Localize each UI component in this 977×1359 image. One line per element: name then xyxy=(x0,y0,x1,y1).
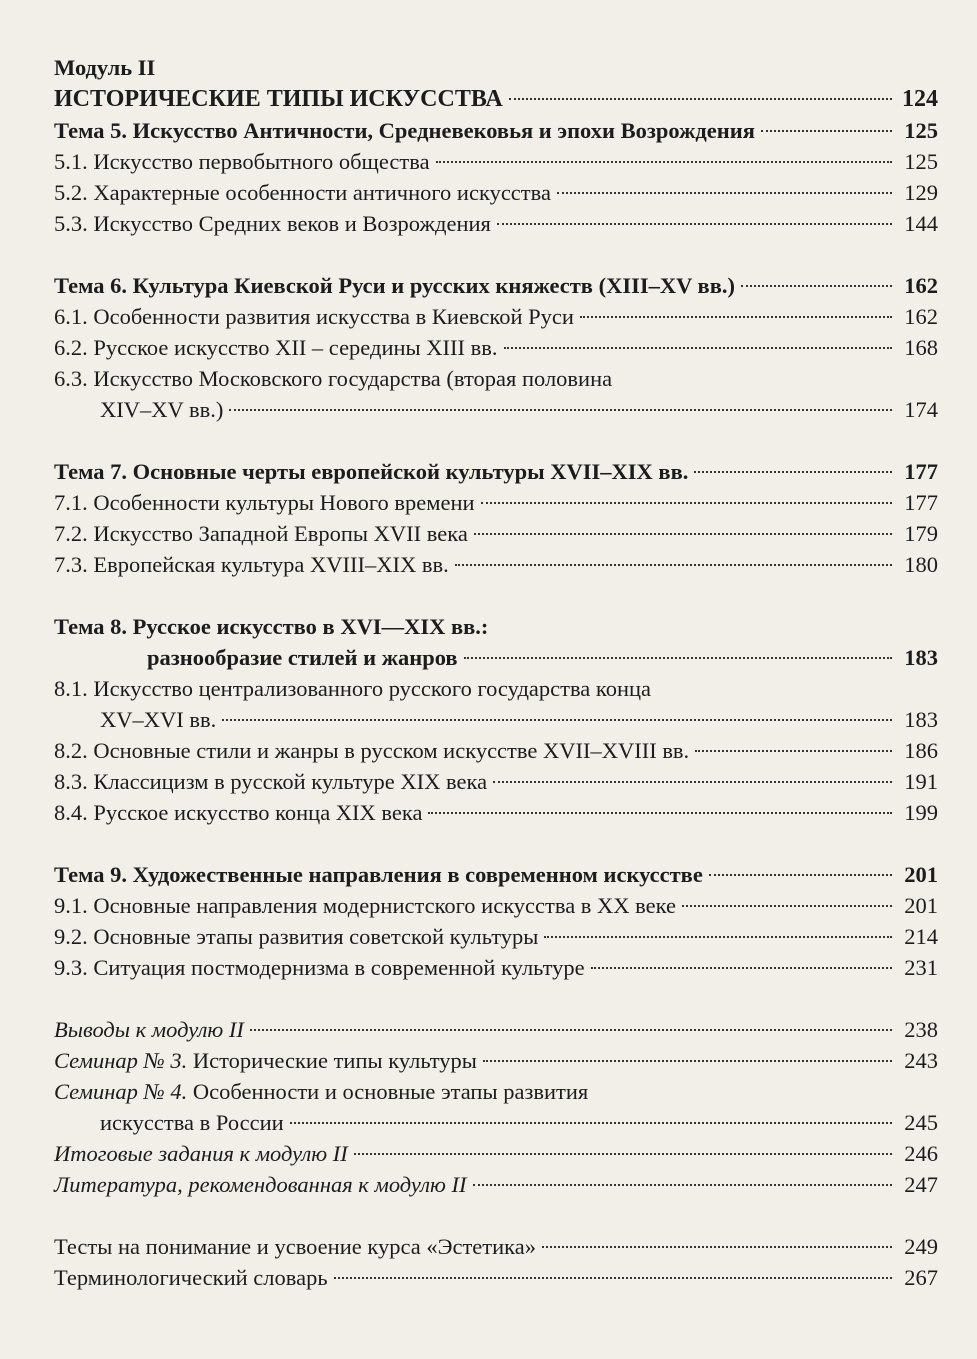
leader-dots xyxy=(474,533,892,535)
leader-dots xyxy=(493,781,892,783)
leader-dots xyxy=(428,812,892,814)
page-number: 238 xyxy=(904,1017,938,1042)
toc-entry xyxy=(54,332,938,363)
page-number: 162 xyxy=(904,304,938,329)
toc-entry-seminar xyxy=(54,1045,938,1076)
entry-title: Особенности и основные этапы развития xyxy=(187,1079,589,1104)
page-number: 245 xyxy=(904,1110,938,1135)
leader-dots xyxy=(464,657,892,659)
page-number: 199 xyxy=(904,800,938,825)
spacer xyxy=(54,580,938,611)
spacer xyxy=(54,1200,938,1231)
leader-dots xyxy=(694,471,892,473)
table-of-contents xyxy=(54,52,938,1293)
leader-dots xyxy=(557,192,892,194)
toc-entry-tests xyxy=(54,1231,938,1262)
entry-title: 6.1. Особенности развития искусства в Киевской Руси xyxy=(54,304,574,329)
spacer xyxy=(54,425,938,456)
page-number: 267 xyxy=(904,1265,938,1290)
toc-entry xyxy=(54,549,938,580)
page-number: 124 xyxy=(902,86,938,112)
leader-dots xyxy=(497,223,892,225)
page-number: 177 xyxy=(904,490,938,515)
entry-title: 7.2. Искусство Западной Европы XVII века xyxy=(54,521,468,546)
toc-entry-module xyxy=(54,83,938,115)
entry-title: 8.4. Русское искусство конца XIX века xyxy=(54,800,423,825)
toc-entry-glossary xyxy=(54,1262,938,1293)
entry-title: 9.2. Основные этапы развития советской культуры xyxy=(54,924,539,949)
toc-entry xyxy=(54,208,938,239)
entry-title: 8.3. Классицизм в русской культуре XIX века xyxy=(54,769,488,794)
entry-title: 5.2. Характерные особенности античного искусства xyxy=(54,180,551,205)
entry-title: 5.1. Искусство первобытного общества xyxy=(54,149,430,174)
page-number: 180 xyxy=(904,552,938,577)
leader-dots xyxy=(580,316,892,318)
spacer xyxy=(54,983,938,1014)
page-number: 249 xyxy=(904,1234,938,1259)
leader-dots xyxy=(481,502,892,504)
entry-title: Тесты на понимание и усвоение курса «Эстетика» xyxy=(54,1234,536,1259)
toc-entry xyxy=(54,487,938,518)
entry-title: 9.1. Основные направления модернистского искусства в XX веке xyxy=(54,893,677,918)
entry-title: Исторические типы культуры xyxy=(187,1048,477,1073)
leader-dots xyxy=(436,161,892,163)
leader-dots xyxy=(542,1246,892,1248)
leader-dots xyxy=(509,98,892,100)
topic-title: Тема 6. Культура Киевской Руси и русских княжеств (XIII–XV вв.) xyxy=(54,273,735,298)
page-number: 191 xyxy=(904,769,938,794)
page-number: 247 xyxy=(904,1172,938,1197)
leader-dots xyxy=(544,936,892,938)
toc-entry-seminar xyxy=(54,1107,938,1138)
toc-entry xyxy=(54,301,938,332)
entry-title: Терминологический словарь xyxy=(54,1265,328,1290)
page-number: 243 xyxy=(904,1048,938,1073)
toc-entry xyxy=(54,766,938,797)
toc-entry xyxy=(54,921,938,952)
page-number: 186 xyxy=(904,738,938,763)
toc-entry xyxy=(54,704,938,735)
leader-dots xyxy=(504,347,893,349)
spacer xyxy=(54,239,938,270)
toc-entry xyxy=(54,797,938,828)
toc-entry xyxy=(54,518,938,549)
entry-title: 6.2. Русское искусство XII – середины XIII вв. xyxy=(54,335,498,360)
toc-entry xyxy=(54,952,938,983)
leader-dots xyxy=(591,967,892,969)
toc-entry xyxy=(54,177,938,208)
entry-title: 5.3. Искусство Средних веков и Возрождения xyxy=(54,211,491,236)
toc-entry-seminar-head xyxy=(54,1076,938,1107)
toc-entry xyxy=(54,735,938,766)
leader-dots xyxy=(741,285,892,287)
topic-title: Тема 9. Художественные направления в современном искусстве xyxy=(54,862,703,887)
leader-dots xyxy=(354,1153,892,1155)
module-label: Модуль II xyxy=(54,55,156,80)
entry-title: 9.3. Ситуация постмодернизма в современной культуре xyxy=(54,955,585,980)
page-number: 231 xyxy=(904,955,938,980)
leader-dots xyxy=(290,1122,892,1124)
page-number: 177 xyxy=(904,459,938,484)
topic-title-continued: разнообразие стилей и жанров xyxy=(147,645,458,670)
page-number: 246 xyxy=(904,1141,938,1166)
entry-title: Выводы к модулю II xyxy=(54,1017,244,1042)
page-number: 144 xyxy=(904,211,938,236)
entry-title: 6.3. Искусство Московского государства (вторая половина xyxy=(54,366,613,391)
entry-title: Итоговые задания к модулю II xyxy=(54,1141,348,1166)
leader-dots xyxy=(682,905,892,907)
entry-title-continued: XIV–XV вв.) xyxy=(100,397,224,422)
leader-dots xyxy=(483,1060,892,1062)
entry-title: 8.2. Основные стили и жанры в русском искусстве XVII–XVIII вв. xyxy=(54,738,690,763)
toc-entry-final-tasks xyxy=(54,1138,938,1169)
page-number: 183 xyxy=(904,645,938,670)
module-title: ИСТОРИЧЕСКИЕ ТИПЫ ИСКУССТВА xyxy=(54,86,503,112)
entry-title-continued: XV–XVI вв. xyxy=(100,707,217,732)
page-number: 201 xyxy=(904,893,938,918)
leader-dots xyxy=(334,1277,892,1279)
spacer xyxy=(54,828,938,859)
toc-entry-topic xyxy=(54,115,938,146)
leader-dots xyxy=(222,719,892,721)
entry-title: 8.1. Искусство централизованного русского государства конца xyxy=(54,676,652,701)
page-number: 201 xyxy=(904,862,938,887)
page-number: 174 xyxy=(904,397,938,422)
toc-entry-topic xyxy=(54,642,938,673)
leader-dots xyxy=(695,750,892,752)
toc-entry xyxy=(54,890,938,921)
leader-dots xyxy=(709,874,892,876)
leader-dots xyxy=(455,564,892,566)
entry-title-continued: искусства в России xyxy=(100,1110,284,1135)
page-number: 214 xyxy=(904,924,938,949)
topic-title: Тема 5. Искусство Античности, Средневековья и эпохи Возрождения xyxy=(54,118,755,143)
page-number: 168 xyxy=(904,335,938,360)
leader-dots xyxy=(229,409,892,411)
page-number: 162 xyxy=(904,273,938,298)
seminar-label: Семинар № 4. xyxy=(54,1079,188,1104)
page-number: 183 xyxy=(904,707,938,732)
toc-entry xyxy=(54,394,938,425)
topic-title: Тема 7. Основные черты европейской культуры XVII–XIX вв. xyxy=(54,459,689,484)
seminar-label: Семинар № 3. xyxy=(54,1048,188,1073)
page-number: 129 xyxy=(904,180,938,205)
toc-entry-literature xyxy=(54,1169,938,1200)
toc-entry-topic xyxy=(54,456,938,487)
leader-dots xyxy=(250,1029,892,1031)
topic-title: Тема 8. Русское искусство в XVI—XIX вв.: xyxy=(54,614,489,639)
toc-entry-topic xyxy=(54,859,938,890)
page-number: 125 xyxy=(904,118,938,143)
entry-title: 7.1. Особенности культуры Нового времени xyxy=(54,490,475,515)
page-number: 125 xyxy=(904,149,938,174)
page-number: 179 xyxy=(904,521,938,546)
leader-dots xyxy=(761,130,892,132)
toc-entry xyxy=(54,146,938,177)
toc-entry-conclusions xyxy=(54,1014,938,1045)
toc-entry-topic xyxy=(54,270,938,301)
entry-title: 7.3. Европейская культура XVIII–XIX вв. xyxy=(54,552,449,577)
leader-dots xyxy=(473,1184,892,1186)
entry-title: Литература, рекомендованная к модулю II xyxy=(54,1172,467,1197)
